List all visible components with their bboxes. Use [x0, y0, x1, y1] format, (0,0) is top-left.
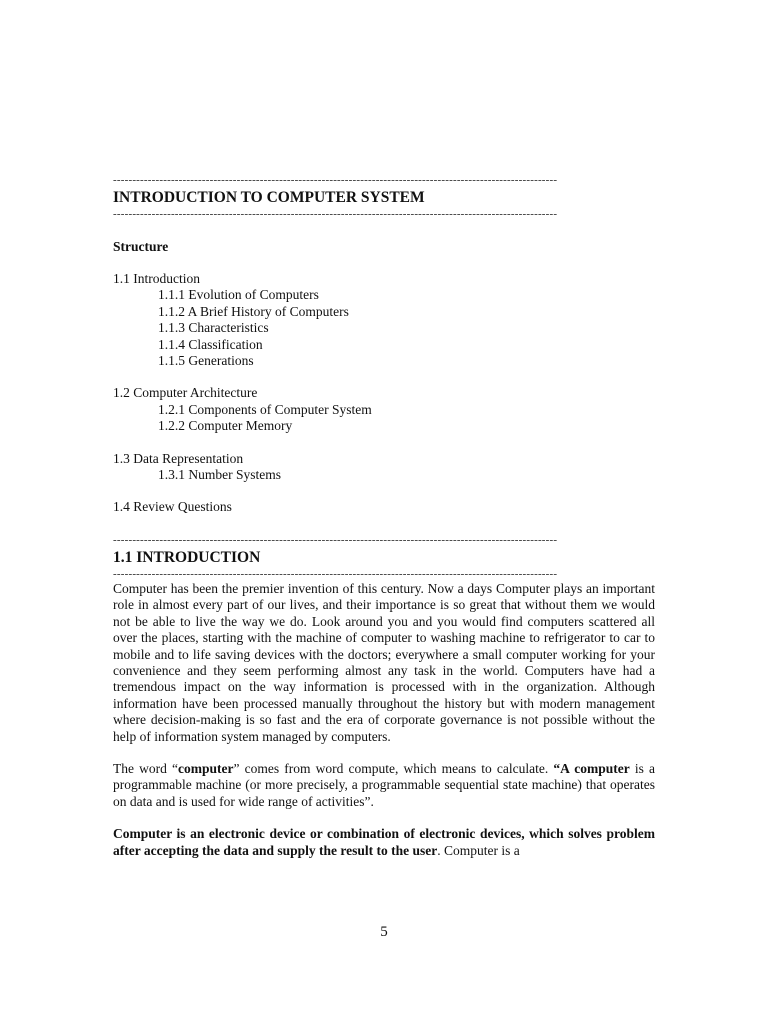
toc-subitem: 1.1.1 Evolution of Computers: [158, 287, 319, 303]
paragraph-text: . Computer is a: [437, 842, 520, 858]
divider-line: -------------------------------------------------------------------------------------------------------------------: [113, 208, 558, 220]
toc-group: [113, 385, 655, 434]
toc-group: [113, 499, 655, 515]
paragraph-text: ” comes from word compute, which means to calculate.: [233, 760, 554, 776]
document-page: [113, 174, 655, 859]
toc-subitem: 1.1.4 Classification: [158, 336, 263, 352]
bold-definition: Computer is an electronic device or combination of electronic devices, which solves problem after accepting the data and supply the result to the user: [113, 826, 655, 858]
divider-line: -------------------------------------------------------------------------------------------------------------------: [113, 533, 558, 546]
section-title: 1.1 INTRODUCTION: [113, 548, 261, 566]
toc-subitem: 1.1.3 Characteristics: [158, 320, 269, 336]
toc-item: 1.4 Review Questions: [113, 499, 232, 515]
chapter-title: INTRODUCTION TO COMPUTER SYSTEM: [113, 189, 425, 206]
toc-item: 1.3 Data Representation: [113, 450, 244, 466]
toc-subitem: 1.2.2 Computer Memory: [158, 418, 293, 434]
toc-subitem: 1.1.5 Generations: [158, 353, 254, 369]
paragraph-text: is a programmable machine (or more precisely, a programmable sequential state machine) that operates on data and is used for wide range of activities”.: [113, 760, 655, 809]
toc-subitem: 1.3.1 Number Systems: [158, 467, 281, 483]
toc-item: 1.2 Computer Architecture: [113, 385, 258, 401]
intro-paragraph: Computer has been the premier invention of this century. Now a days Computer plays an important role in almost every part of our lives, and their importance is so great that without them we would not be able to live the way we do. Look around you and you would find computers scattered all over the places, starting with the machine of computer to washing machine to refrigerator to car to mobile and to life saving devices with the doctors; everywhere a small computer working for your convenience and they seem performing almost any task in the world. Computers have had a tremendous impact on the way information is processed with in the organization. Although information have been processed manually throughout the history but with modern management where decision-making is so fast and the era of corporate governance is not possible without the help of information system managed by computers.: [113, 580, 655, 744]
computer-definition-paragraph: [113, 826, 655, 859]
structure-heading: Structure: [113, 239, 169, 254]
toc-item: 1.1 Introduction: [113, 271, 200, 286]
toc-group: [113, 271, 655, 369]
divider-line: -------------------------------------------------------------------------------------------------------------------: [113, 174, 558, 186]
bold-term: computer: [178, 760, 234, 776]
toc-subitem: 1.1.2 A Brief History of Computers: [158, 303, 349, 319]
toc-group: [113, 451, 655, 484]
toc-subitem: 1.2.1 Components of Computer System: [158, 401, 372, 417]
paragraph-text: The word “: [113, 760, 178, 776]
table-of-contents: [113, 271, 655, 516]
bold-term: “A computer: [553, 760, 630, 776]
divider-line: -------------------------------------------------------------------------------------------------------------------: [113, 567, 558, 580]
definition-paragraph: [113, 761, 655, 810]
page-number: 5: [380, 924, 388, 940]
